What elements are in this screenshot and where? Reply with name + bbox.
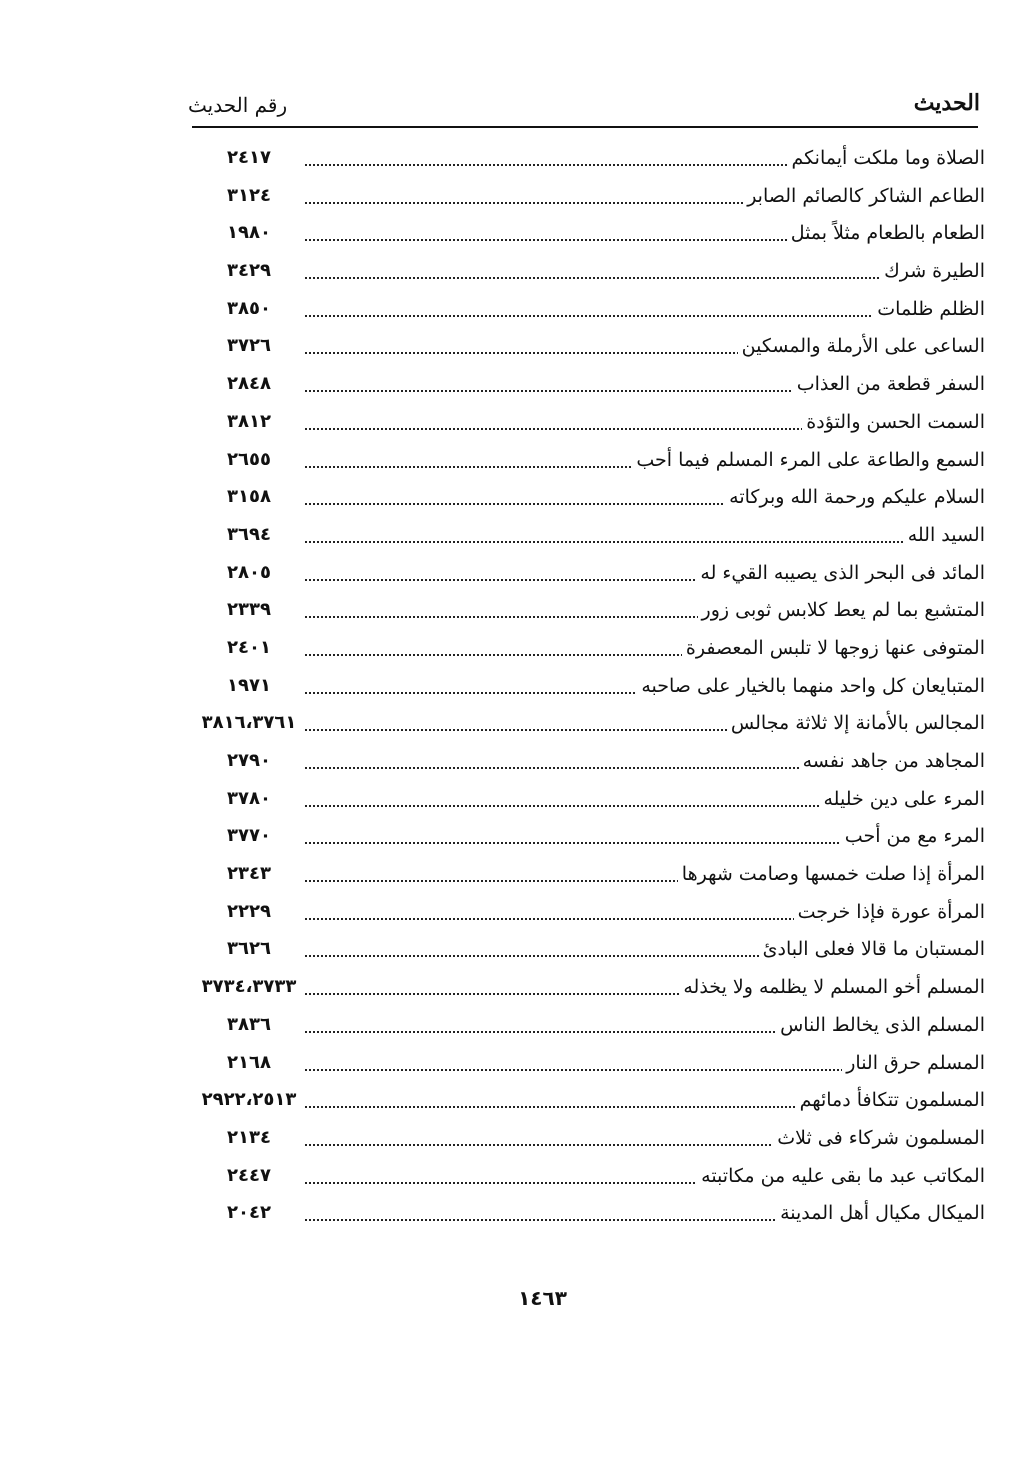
hadith-text: المسلم حرق النار [842,1049,985,1077]
hadith-number: ٢٧٩٠ [195,747,303,775]
hadith-text: المرأة عورة فإذا خرجت [794,898,985,926]
list-item [195,592,985,630]
page-number: ١٤٦٣ [518,1286,567,1310]
hadith-number: ٣٨٣٦ [195,1011,303,1039]
hadith-text: السيد الله [904,521,985,549]
dot-leader [305,277,979,279]
hadith-number: ٣٦٢٦ [195,935,303,963]
list-item [195,743,985,781]
list-item [195,178,985,216]
hadith-number: ١٩٨٠ [195,219,303,247]
header-rule [192,126,978,128]
hadith-text: السلام عليكم ورحمة الله وبركاته [725,483,985,511]
hadith-text: الظلم ظلمات [873,295,985,323]
list-item [195,215,985,253]
hadith-text: السفر قطعة من العذاب [793,370,985,398]
hadith-text: المسلم الذى يخالط الناس [776,1011,985,1039]
hadith-number: ٣٨٥٠ [195,295,303,323]
hadith-text: المسلم أخو المسلم لا يظلمه ولا يخذله [679,973,985,1001]
hadith-text: الميكال مكيال أهل المدينة [776,1199,985,1227]
list-item [195,1195,985,1233]
hadith-number: ٢٩٢٢،٢٥١٣ [195,1086,303,1114]
hadith-text: المتوفى عنها زوجها لا تلبس المعصفرة [682,634,985,662]
list-item [195,253,985,291]
hadith-text: المجالس بالأمانة إلا ثلاثة مجالس [727,709,985,737]
hadith-text: المائد فى البحر الذى يصيبه القيء له [696,559,985,587]
hadith-number: ١٩٧١ [195,672,303,700]
hadith-number: ٣١٥٨ [195,483,303,511]
hadith-text: المتشبع بما لم يعط كلابس ثوبى زور [698,596,985,624]
hadith-text: السمت الحسن والتؤدة [802,408,985,436]
list-item [195,1158,985,1196]
hadith-text: المستبان ما قالا فعلى البادئ [759,935,985,963]
hadith-number: ٣٧٨٠ [195,785,303,813]
hadith-text: المجاهد من جاهد نفسه [799,747,985,775]
hadith-text: الطيرة شرك [880,257,985,285]
hadith-text: المسلمون تتكافأ دمائهم [796,1086,985,1114]
hadith-number: ٣٨١٦،٣٧٦١ [195,709,303,737]
list-item [195,328,985,366]
hadith-number: ٢٤١٧ [195,144,303,172]
header-hadith-number-label: رقم الحديث [188,93,288,117]
list-item [195,668,985,706]
list-item [195,969,985,1007]
list-item [195,140,985,178]
hadith-number: ٢٨٤٨ [195,370,303,398]
list-item [195,366,985,404]
list-item [195,291,985,329]
dot-leader [305,541,979,543]
list-item [195,1082,985,1120]
list-item [195,630,985,668]
list-item [195,1045,985,1083]
hadith-number: ٢٠٤٢ [195,1199,303,1227]
hadith-number: ٢٤٤٧ [195,1162,303,1190]
list-item [195,781,985,819]
hadith-number: ٣٤٢٩ [195,257,303,285]
list-item [195,555,985,593]
hadith-number: ٢٢٢٩ [195,898,303,926]
list-item [195,479,985,517]
list-item [195,818,985,856]
list-item [195,442,985,480]
hadith-text: المرأة إذا صلت خمسها وصامت شهرها [678,860,985,888]
hadith-number: ٣١٢٤ [195,182,303,210]
hadith-number: ٢٤٠١ [195,634,303,662]
hadith-number: ٣٦٩٤ [195,521,303,549]
hadith-number: ٢٦٥٥ [195,446,303,474]
list-item [195,856,985,894]
hadith-text: المسلمون شركاء فى ثلاث [773,1124,985,1152]
list-item [195,517,985,555]
list-item [195,894,985,932]
hadith-number: ٣٨١٢ [195,408,303,436]
header-hadith-label: الحديث [913,90,980,116]
hadith-number: ٣٧٣٤،٣٧٣٣ [195,973,303,1001]
hadith-text: السمع والطاعة على المرء المسلم فيما أحب [632,446,985,474]
hadith-text: المكاتب عبد ما بقى عليه من مكاتبته [697,1162,985,1190]
hadith-number: ٢٣٤٣ [195,860,303,888]
hadith-number: ٣٧٢٦ [195,332,303,360]
hadith-text: الطاعم الشاكر كالصائم الصابر [743,182,985,210]
hadith-text: المتبايعان كل واحد منهما بالخيار على صاحبه [637,672,985,700]
page-header [188,88,980,128]
list-item [195,404,985,442]
list-item [195,1120,985,1158]
hadith-number: ٢١٦٨ [195,1049,303,1077]
hadith-number: ٢١٣٤ [195,1124,303,1152]
hadith-text: الساعى على الأرملة والمسكين [738,332,985,360]
hadith-text: المرء على دين خليله [819,785,985,813]
hadith-index-list [195,140,985,1233]
list-item [195,705,985,743]
list-item [195,931,985,969]
page-footer [0,1284,1025,1312]
hadith-number: ٣٧٧٠ [195,822,303,850]
list-item [195,1007,985,1045]
hadith-text: الطعام بالطعام مثلاً بمثل [787,219,985,247]
hadith-number: ٢٨٠٥ [195,559,303,587]
hadith-text: المرء مع من أحب [841,822,985,850]
hadith-text: الصلاة وما ملكت أيمانكم [788,144,985,172]
hadith-number: ٢٣٣٩ [195,596,303,624]
